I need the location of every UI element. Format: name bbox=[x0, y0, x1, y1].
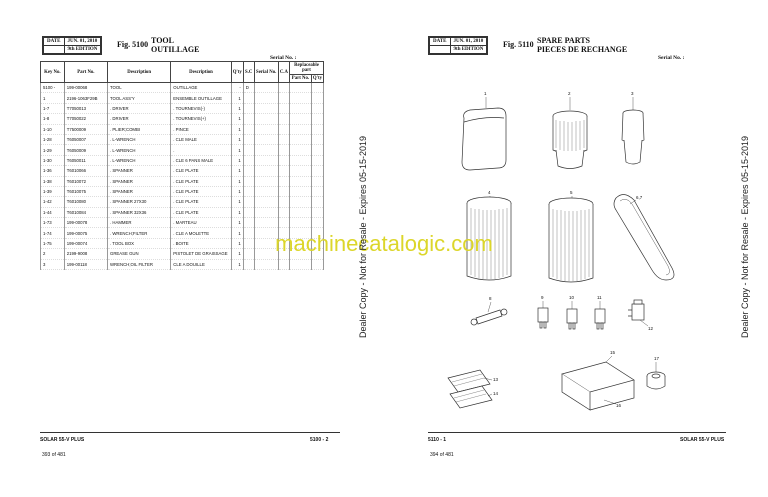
col-desc-en: Description bbox=[107, 62, 170, 83]
row-part-number: 199-00078 bbox=[64, 218, 107, 228]
row-part-number: 2199-9008 bbox=[64, 249, 107, 259]
row-description-fr: . TOURNEVIS(-) bbox=[171, 103, 231, 113]
col-qty: Q'ty bbox=[231, 62, 243, 83]
figure-number: Fig. 5100 bbox=[117, 40, 149, 49]
row-description-fr: . bbox=[171, 145, 231, 155]
row-qty: 1 bbox=[231, 207, 243, 217]
row-sc: D bbox=[243, 83, 254, 93]
col-sc: S.C bbox=[243, 62, 254, 83]
row-key: 1-7 bbox=[41, 103, 65, 113]
row-key: 5100 - bbox=[41, 83, 65, 93]
row-key: 1 bbox=[41, 93, 65, 103]
footer-rule bbox=[40, 432, 340, 433]
row-rep-part bbox=[289, 207, 311, 217]
row-rep-part bbox=[289, 176, 311, 186]
row-ca bbox=[278, 207, 289, 217]
row-description-en: . WRENCH;FILTER bbox=[107, 228, 170, 238]
row-description-en: TOOL bbox=[107, 83, 170, 93]
row-part-number: 199-00068 bbox=[64, 83, 107, 93]
table-row bbox=[41, 93, 324, 103]
row-rep-part bbox=[289, 114, 311, 124]
callout-2: 2 bbox=[568, 91, 571, 96]
row-key: 1-29 bbox=[41, 145, 65, 155]
row-ca bbox=[278, 83, 289, 93]
row-serial bbox=[254, 176, 278, 186]
date-label: DATE bbox=[430, 38, 451, 46]
row-ca bbox=[278, 134, 289, 144]
row-qty: 1 bbox=[231, 259, 243, 269]
figure-title-fr: PIECES DE RECHANGE bbox=[537, 45, 628, 54]
callout-12: 12 bbox=[648, 326, 654, 331]
row-sc bbox=[243, 207, 254, 217]
blade-fuse-10-drawing bbox=[567, 309, 577, 329]
row-rep-part bbox=[289, 259, 311, 269]
row-description-fr: . CLE MALE bbox=[171, 134, 231, 144]
edition: 9th EDITION bbox=[64, 46, 101, 54]
row-description-en: . SPANNER bbox=[107, 176, 170, 186]
row-key: 1-75 bbox=[41, 238, 65, 248]
edition: 9th EDITION bbox=[450, 46, 487, 54]
row-qty: 1 bbox=[231, 186, 243, 196]
row-description-fr: . CLE PLATE bbox=[171, 176, 231, 186]
date-label: DATE bbox=[44, 38, 65, 46]
watermark-text: machinecatalogic.com bbox=[275, 231, 493, 256]
callout-14: 14 bbox=[493, 391, 499, 396]
row-ca bbox=[278, 186, 289, 196]
blade-fuse-11-drawing bbox=[595, 309, 605, 329]
connector-drawing bbox=[628, 300, 644, 320]
page-count: 394 of 481 bbox=[430, 452, 454, 458]
col-serial: Serial No. bbox=[254, 62, 278, 83]
row-part-number: T6010066 bbox=[64, 166, 107, 176]
row-rep-qty bbox=[311, 207, 323, 217]
row-rep-part bbox=[289, 186, 311, 196]
table-row bbox=[41, 124, 324, 134]
row-qty: 1 bbox=[231, 134, 243, 144]
serial-label: Serial No. : bbox=[270, 55, 297, 61]
date-box bbox=[42, 36, 102, 55]
row-rep-part bbox=[289, 83, 311, 93]
fuel-filter-drawing bbox=[553, 111, 587, 169]
row-sc bbox=[243, 103, 254, 113]
blade-fuse-9-drawing bbox=[538, 308, 548, 328]
footer-model: SOLAR 55-V PLUS bbox=[40, 437, 85, 443]
table-row bbox=[41, 259, 324, 269]
row-serial bbox=[254, 93, 278, 103]
row-ca bbox=[278, 218, 289, 228]
callout-6-7: 6,7 bbox=[636, 195, 643, 200]
row-description-fr: . CLE PLATE bbox=[171, 207, 231, 217]
row-part-number: 199-00075 bbox=[64, 228, 107, 238]
row-rep-qty bbox=[311, 103, 323, 113]
row-description-fr: OUTILLAGE bbox=[171, 83, 231, 93]
row-description-fr: . CLE A MOLETTE bbox=[171, 228, 231, 238]
figure-title-en: TOOL bbox=[151, 36, 174, 45]
row-part-number: T6050011 bbox=[64, 155, 107, 165]
row-rep-qty bbox=[311, 186, 323, 196]
row-qty: 1 bbox=[231, 166, 243, 176]
table-row bbox=[41, 166, 324, 176]
row-qty: 1 bbox=[231, 249, 243, 259]
row-key: 1-42 bbox=[41, 197, 65, 207]
row-ca bbox=[278, 259, 289, 269]
row-description-fr: . PINCE bbox=[171, 124, 231, 134]
row-rep-qty bbox=[311, 166, 323, 176]
page-count: 393 of 481 bbox=[42, 452, 66, 458]
row-key: 1-30 bbox=[41, 155, 65, 165]
row-rep-part bbox=[289, 145, 311, 155]
row-sc bbox=[243, 186, 254, 196]
row-sc bbox=[243, 155, 254, 165]
row-rep-qty bbox=[311, 155, 323, 165]
row-serial bbox=[254, 218, 278, 228]
row-ca bbox=[278, 197, 289, 207]
row-ca bbox=[278, 145, 289, 155]
table-row bbox=[41, 114, 324, 124]
callout-1: 1 bbox=[484, 91, 487, 96]
table-row bbox=[41, 197, 324, 207]
row-rep-qty bbox=[311, 259, 323, 269]
row-part-number: 2196-1063F29B bbox=[64, 93, 107, 103]
cap-drawing bbox=[647, 372, 665, 389]
row-description-en: . PLIER;COMBI bbox=[107, 124, 170, 134]
row-key: 1-39 bbox=[41, 186, 65, 196]
row-serial bbox=[254, 186, 278, 196]
row-sc bbox=[243, 145, 254, 155]
row-sc bbox=[243, 259, 254, 269]
callout-8: 8 bbox=[489, 296, 492, 301]
row-description-fr: . CLE PLATE bbox=[171, 166, 231, 176]
row-key: 3 bbox=[41, 259, 65, 269]
row-rep-part bbox=[289, 197, 311, 207]
fuse-drawing bbox=[471, 309, 507, 325]
row-qty: 1 bbox=[231, 124, 243, 134]
filter-element-drawing bbox=[622, 110, 644, 164]
row-part-number: 199-00074 bbox=[64, 238, 107, 248]
row-description-en: . SPANNER 32X36 bbox=[107, 207, 170, 217]
row-rep-part bbox=[289, 218, 311, 228]
row-rep-part bbox=[289, 166, 311, 176]
table-row bbox=[41, 103, 324, 113]
row-description-fr: . TOURNEVIS(+) bbox=[171, 114, 231, 124]
table-row bbox=[41, 207, 324, 217]
row-part-number: T7050013 bbox=[64, 103, 107, 113]
row-qty: 1 bbox=[231, 155, 243, 165]
row-part-number: T7050022 bbox=[64, 114, 107, 124]
row-key: 1-73 bbox=[41, 218, 65, 228]
row-description-en: TOOL ASS'Y bbox=[107, 93, 170, 103]
col-rep-part: Part No. bbox=[289, 75, 311, 83]
figure-number: Fig. 5110 bbox=[503, 40, 534, 49]
callout-5: 5 bbox=[570, 190, 573, 195]
row-rep-qty bbox=[311, 218, 323, 228]
footer-rule bbox=[428, 432, 726, 433]
date-value: JUN. 01, 2010 bbox=[450, 38, 487, 46]
row-ca bbox=[278, 93, 289, 103]
figure-title-en: SPARE PARTS bbox=[537, 36, 590, 45]
col-rep-qty: Q'ty bbox=[312, 76, 322, 81]
row-key: 1-10 bbox=[41, 124, 65, 134]
row-description-en: . HAMMER bbox=[107, 218, 170, 228]
box-drawing bbox=[562, 362, 634, 410]
col-ca: C.A bbox=[278, 62, 289, 83]
table-row bbox=[41, 155, 324, 165]
table-row bbox=[41, 83, 324, 93]
row-description-fr: . BOITE bbox=[171, 238, 231, 248]
row-rep-qty bbox=[311, 83, 323, 93]
row-part-number: T6050007 bbox=[64, 134, 107, 144]
row-rep-part bbox=[289, 155, 311, 165]
row-qty: 1 bbox=[231, 197, 243, 207]
callout-9: 9 bbox=[541, 295, 544, 300]
figure-heading bbox=[117, 36, 200, 54]
row-rep-part bbox=[289, 103, 311, 113]
row-part-number: 199-00118 bbox=[64, 259, 107, 269]
date-value: JUN. 01, 2010 bbox=[64, 38, 101, 46]
row-description-fr: CLE A DOUILLE bbox=[171, 259, 231, 269]
row-rep-part bbox=[289, 134, 311, 144]
row-qty: 1 bbox=[231, 176, 243, 186]
row-key: 1-8 bbox=[41, 114, 65, 124]
row-rep-qty bbox=[311, 93, 323, 103]
row-qty: 1 bbox=[231, 93, 243, 103]
row-description-en: . DRIVER bbox=[107, 103, 170, 113]
table-row bbox=[41, 176, 324, 186]
row-description-fr: . CLE 6 PANS MALE bbox=[171, 155, 231, 165]
row-serial bbox=[254, 197, 278, 207]
row-ca bbox=[278, 103, 289, 113]
row-ca bbox=[278, 155, 289, 165]
row-sc bbox=[243, 93, 254, 103]
row-rep-qty bbox=[311, 176, 323, 186]
row-qty: 1 bbox=[231, 145, 243, 155]
row-part-number: T6010072 bbox=[64, 176, 107, 186]
row-rep-qty bbox=[311, 114, 323, 124]
row-description-fr: PISTOLET DE GRAISSAGE bbox=[171, 249, 231, 259]
col-part: Part No. bbox=[64, 62, 107, 83]
row-rep-part bbox=[289, 124, 311, 134]
row-serial bbox=[254, 259, 278, 269]
row-description-fr: . MARTEAU bbox=[171, 218, 231, 228]
row-description-en: WRENCH;OIL FILTER bbox=[107, 259, 170, 269]
callout-17: 17 bbox=[654, 356, 660, 361]
row-serial bbox=[254, 155, 278, 165]
row-description-en: . SPANNER bbox=[107, 166, 170, 176]
row-description-fr: ENSEMBLE OUTILLAGE bbox=[171, 93, 231, 103]
row-serial bbox=[254, 83, 278, 93]
callout-4: 4 bbox=[488, 190, 491, 195]
row-sc bbox=[243, 134, 254, 144]
row-part-number: T6010080 bbox=[64, 197, 107, 207]
row-part-number: T6050009 bbox=[64, 145, 107, 155]
row-ca bbox=[278, 166, 289, 176]
row-description-fr: . CLE PLATE bbox=[171, 197, 231, 207]
table-row bbox=[41, 218, 324, 228]
row-sc bbox=[243, 197, 254, 207]
row-part-number: T7500009 bbox=[64, 124, 107, 134]
row-rep-qty bbox=[311, 134, 323, 144]
row-sc bbox=[243, 166, 254, 176]
row-serial bbox=[254, 166, 278, 176]
row-description-en: . SPANNER 27X30 bbox=[107, 197, 170, 207]
callout-10: 10 bbox=[569, 295, 575, 300]
row-key: 2 bbox=[41, 249, 65, 259]
row-part-number: T6010075 bbox=[64, 186, 107, 196]
row-serial bbox=[254, 134, 278, 144]
row-qty: 1 bbox=[231, 228, 243, 238]
col-key: Key No. bbox=[41, 62, 65, 83]
footer-model: SOLAR 55-V PLUS bbox=[680, 437, 725, 443]
row-description-fr: . CLE PLATE bbox=[171, 186, 231, 196]
row-description-en: . L-WRENCH bbox=[107, 155, 170, 165]
table-row bbox=[41, 186, 324, 196]
row-key: 1-38 bbox=[41, 176, 65, 186]
row-description-en: . L-WRENCH bbox=[107, 134, 170, 144]
row-description-en: . DRIVER bbox=[107, 114, 170, 124]
footer-page-number: 5100 - 2 bbox=[310, 437, 329, 443]
row-sc bbox=[243, 114, 254, 124]
row-description-en: . TOOL BOX bbox=[107, 238, 170, 248]
row-rep-qty bbox=[311, 145, 323, 155]
figure-title-fr: OUTILLAGE bbox=[151, 45, 200, 54]
footer-page-number: 5110 - 1 bbox=[428, 437, 447, 443]
row-description-en: GREASE GUN bbox=[107, 249, 170, 259]
row-ca bbox=[278, 176, 289, 186]
dealer-notice-left: Dealer Copy - Not for Resale - Expires 05-15-2019 bbox=[358, 135, 368, 339]
row-qty: 1 bbox=[231, 218, 243, 228]
row-rep-qty bbox=[311, 197, 323, 207]
col-replaceable: Replaceable part bbox=[289, 62, 323, 75]
callout-15: 15 bbox=[610, 350, 616, 355]
row-qty: 1 bbox=[231, 103, 243, 113]
table-row bbox=[41, 145, 324, 155]
callout-11: 11 bbox=[597, 295, 602, 300]
table-row bbox=[41, 134, 324, 144]
row-serial bbox=[254, 103, 278, 113]
row-description-en: . SPANNER bbox=[107, 186, 170, 196]
row-qty: 1 bbox=[231, 238, 243, 248]
row-serial bbox=[254, 207, 278, 217]
col-desc-fr: Description bbox=[171, 62, 231, 83]
row-serial bbox=[254, 114, 278, 124]
row-qty: 1 bbox=[231, 114, 243, 124]
row-rep-part bbox=[289, 93, 311, 103]
row-key: 1-36 bbox=[41, 166, 65, 176]
callout-16: 16 bbox=[616, 403, 622, 408]
row-ca bbox=[278, 124, 289, 134]
row-key: 1-74 bbox=[41, 228, 65, 238]
row-serial bbox=[254, 124, 278, 134]
row-description-en: . L-WRENCH bbox=[107, 145, 170, 155]
row-key: 1-28 bbox=[41, 134, 65, 144]
row-sc bbox=[243, 218, 254, 228]
row-ca bbox=[278, 114, 289, 124]
row-rep-qty bbox=[311, 124, 323, 134]
row-qty: - bbox=[231, 83, 243, 93]
callout-3: 3 bbox=[631, 91, 634, 96]
row-serial bbox=[254, 145, 278, 155]
serial-label: Serial No. : bbox=[658, 55, 685, 61]
dealer-notice-right: Dealer Copy - Not for Resale - Expires 05-15-2019 bbox=[740, 135, 750, 339]
row-part-number: T6010084 bbox=[64, 207, 107, 217]
callout-13: 13 bbox=[493, 377, 499, 382]
row-sc bbox=[243, 176, 254, 186]
row-sc bbox=[243, 124, 254, 134]
row-key: 1-44 bbox=[41, 207, 65, 217]
